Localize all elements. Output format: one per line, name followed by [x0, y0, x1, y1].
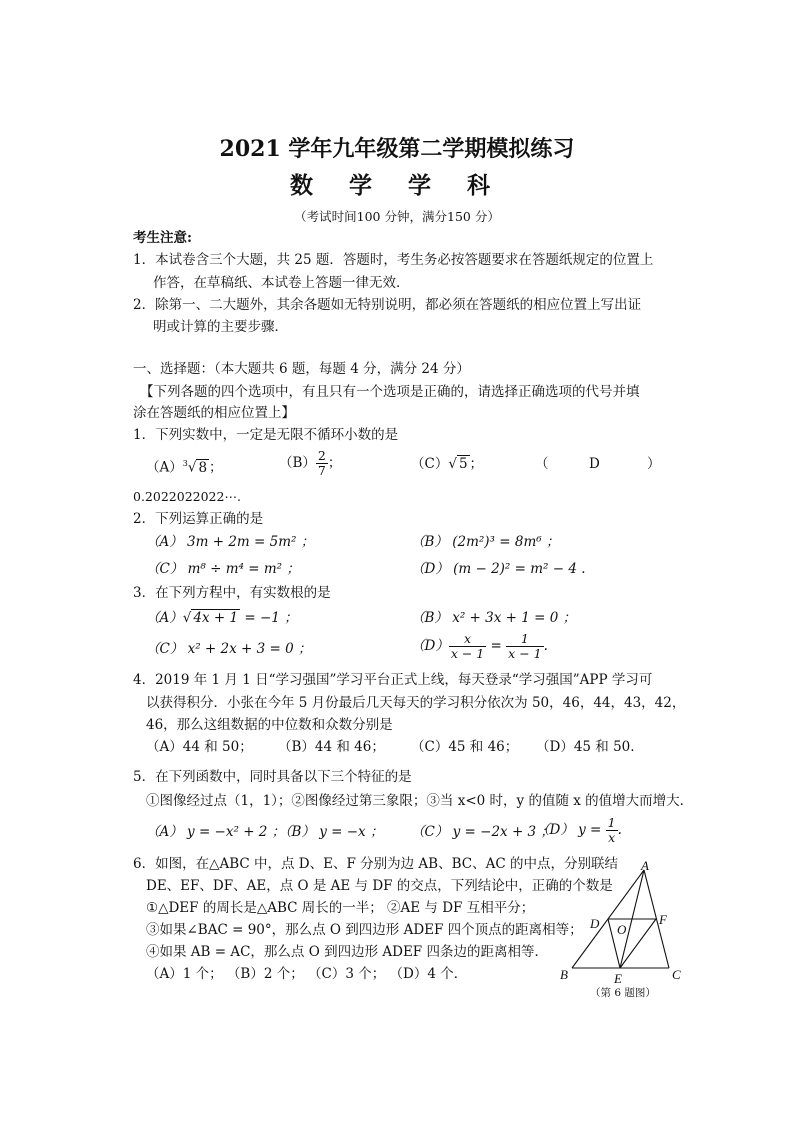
q3-option-a: （A）√ 4x + 1 = −1 ；	[146, 610, 298, 626]
q6-line-1: 6．如图，在△ABC 中，点 D、E、F 分别为边 AB、BC、AC 的中点，分别联结	[133, 856, 618, 872]
q5-option-a: （A） y = −x² + 2 ；	[146, 824, 286, 840]
section-1-heading: 一、选择题：（本大题共 6 题，每题 4 分，满分 24 分）	[133, 361, 470, 377]
section-1-instruction-line-1: 【下列各题的四个选项中，有且只有一个选项是正确的，请选择正确选项的代号并填	[140, 384, 640, 400]
subject-title: 数 学 学 科	[289, 172, 505, 199]
label-c: C	[672, 967, 681, 982]
q5-option-b: （B） y = −x ；	[278, 824, 384, 840]
q2-option-c: （C） m⁸ ÷ m⁴ = m² ；	[146, 561, 300, 577]
label-b: B	[560, 967, 568, 982]
q6-statement-4: ④如果 AB = AC，那么点 O 到四边形 ADEF 四条边的距离相等．	[146, 944, 548, 960]
q1-option-c: （C）√ 5 ；	[411, 456, 484, 472]
page-title: 2021 学年九年级第二学期模拟练习	[219, 136, 575, 162]
q4-option-d: （D）45 和 50.	[536, 739, 635, 755]
notice-heading: 考生注意:	[133, 230, 192, 246]
q4-line-2: 以获得积分．小张在今年 5 月份最后几天每天的学习积分依次为 50，46，44，43，42，	[146, 695, 686, 711]
q1-option-d-open: （	[535, 456, 549, 472]
q3-option-b: （B） x² + 3x + 1 = 0 ；	[411, 610, 577, 626]
q4-option-a: （A）44 和 50；	[146, 739, 253, 755]
q2-option-d: （D） (m − 2)² = m² − 4 .	[411, 561, 586, 577]
figure-caption: （第 6 题图）	[590, 987, 656, 998]
label-f: F	[659, 912, 667, 927]
q3-option-d: （D） $\frac{x}{x - 1}$ = $\frac{1}{x - 1}$ .	[411, 631, 548, 661]
section-1-instruction-line-2: 涂在答题纸的相应位置上】	[133, 405, 295, 421]
q6-figure	[555, 858, 695, 998]
label-d: D	[590, 916, 600, 931]
q2-option-b: （B） (2m²)³ = 8m⁶ ；	[411, 534, 560, 550]
q1-option-d-close: ）	[647, 456, 661, 472]
q1-option-b: （B） $\frac{2}{7}$ ；	[279, 448, 342, 478]
q4-option-b: （B）44 和 46；	[278, 739, 385, 755]
notice-item-1-line-1: 1．本试卷含三个大题，共 25 题．答题时，考生务必按答题要求在答题纸规定的位置上	[133, 252, 654, 268]
q4-line-1: 4．2019 年 1 月 1 日“学习强国”学习平台正式上线，每天登录“学习强国”APP 学习可	[133, 672, 653, 688]
exam-info: （考试时间100 分钟，满分150 分）	[294, 209, 500, 224]
q6-options: （A）1 个； （B）2 个； （C）3 个； （D）4 个．	[146, 966, 468, 982]
q1-stem: 1．下列实数中，一定是无限不循环小数的是	[133, 427, 399, 443]
q5-option-c: （C） y = −2x + 3 ；	[411, 824, 554, 840]
q4-option-c: （C）45 和 46；	[411, 739, 519, 755]
q6-statements-1-2: ①△DEF 的周长是△ABC 周长的一半； ②AE 与 DF 互相平分；	[146, 900, 535, 916]
q1-option-d-letter: D	[589, 456, 600, 472]
q6-line-2: DE、EF、DF、AE，点 O 是 AE 与 DF 的交点，下列结论中，正确的个数是	[146, 878, 613, 894]
q5-stem: 5．在下列函数中，同时具备以下三个特征的是	[133, 769, 412, 785]
q4-line-3: 46，那么这组数据的中位数和众数分别是	[146, 717, 393, 733]
q2-stem: 2．下列运算正确的是	[133, 511, 264, 527]
q5-features: ①图像经过点（1，1）；②图像经过第三象限；③当 x<0 时，y 的值随 x 的值增大而增大．	[146, 793, 694, 809]
q1-option-d-value: 0.2022022022⋯.	[133, 489, 241, 504]
q3-option-c: （C） x² + 2x + 3 = 0 ；	[146, 641, 312, 657]
label-e: E	[614, 971, 622, 986]
q5-option-d: （D） y = $\frac{1}{x}$ .	[536, 815, 622, 845]
q6-statement-3: ③如果∠BAC = 90°，那么点 O 到四边形 ADEF 四个顶点的距离相等；	[146, 922, 583, 938]
label-o: O	[617, 922, 627, 937]
q2-option-a: （A） 3m + 2m = 5m² ；	[146, 534, 315, 550]
q3-stem: 3．在下列方程中，有实数根的是	[133, 585, 331, 601]
notice-item-1-line-2: 作答，在草稿纸、本试卷上答题一律无效．	[153, 275, 410, 291]
notice-item-2-line-2: 明或计算的主要步骤．	[153, 319, 288, 335]
notice-item-2-line-1: 2．除第一、二大题外，其余各题如无特别说明，都必须在答题纸的相应位置上写出证	[133, 297, 642, 313]
label-a: A	[641, 858, 649, 873]
q1-option-a: $(A)^3√$ 8 ；	[146, 459, 223, 476]
